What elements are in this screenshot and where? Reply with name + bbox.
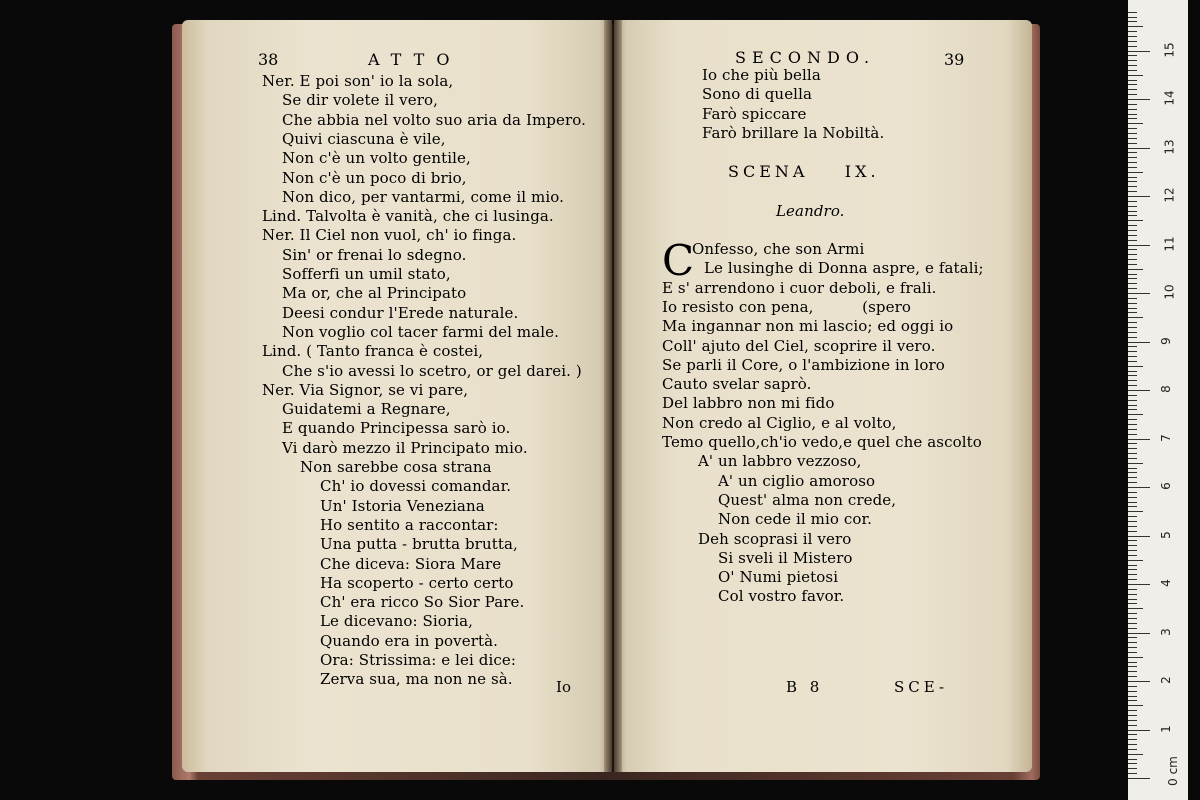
ruler-tick: [1128, 725, 1137, 726]
left-running-head: ATTO: [368, 50, 462, 69]
ruler-tick: [1128, 686, 1137, 687]
ruler-tick: [1128, 419, 1137, 420]
ruler-tick: [1128, 526, 1137, 527]
ruler-tick: [1128, 55, 1137, 56]
ruler-tick: [1128, 230, 1137, 231]
verse-line: Vi darò mezzo il Principato mio.: [282, 438, 528, 457]
ruler-tick: [1128, 123, 1143, 124]
ruler-tick: [1128, 143, 1137, 144]
ruler-tick: [1128, 603, 1137, 604]
ruler-tick: [1128, 371, 1137, 372]
ruler-tick: [1128, 647, 1137, 648]
book-gutter: [604, 20, 622, 772]
verse-line: A' un labbro vezzoso,: [698, 452, 862, 471]
right-page-number: 39: [944, 50, 965, 69]
ruler-tick: [1128, 21, 1137, 22]
ruler-tick: [1128, 274, 1137, 275]
ruler-tick: [1128, 676, 1137, 677]
ruler-tick: [1128, 385, 1137, 386]
verse-line: Che s'io avessi lo scetro, or gel darei. ): [282, 361, 582, 380]
ruler-tick: [1128, 41, 1137, 42]
ruler-tick: [1128, 332, 1137, 333]
ruler-number: 10: [1162, 284, 1177, 300]
ruler-tick: [1128, 80, 1137, 81]
ruler-tick: [1128, 734, 1137, 735]
ruler-tick: [1128, 303, 1137, 304]
ruler-number: 14: [1162, 90, 1177, 106]
ruler-tick: [1128, 60, 1137, 61]
ruler-tick: [1128, 652, 1137, 653]
right-running-head: SECONDO.: [735, 48, 876, 67]
ruler-tick: [1128, 312, 1137, 313]
ruler-tick: [1128, 414, 1143, 415]
verse-line: Non cede il mio cor.: [718, 510, 873, 529]
ruler-tick: [1128, 613, 1137, 614]
ruler-number: 11: [1162, 235, 1177, 252]
ruler-number: 1: [1158, 724, 1173, 733]
ruler-tick: [1128, 506, 1137, 507]
ruler-tick: [1128, 599, 1137, 600]
ruler-tick: [1128, 569, 1137, 570]
signature-mark: B 8: [786, 678, 824, 696]
ruler-tick: [1128, 623, 1137, 624]
verse-line: Non sarebbe cosa strana: [300, 458, 492, 476]
verse-line: Io resisto con pena, (spero: [662, 297, 912, 316]
ruler-tick: [1128, 666, 1137, 667]
verse-line: O' Numi pietosi: [718, 568, 839, 587]
ruler-tick: [1128, 264, 1137, 265]
ruler-tick: [1128, 395, 1137, 396]
ruler-tick: [1128, 75, 1143, 76]
verse-line: Coll' ajuto del Ciel, scoprire il vero.: [662, 336, 936, 355]
ruler-tick: [1128, 560, 1143, 561]
ruler-tick: [1128, 424, 1137, 425]
ruler-tick: [1128, 618, 1137, 619]
verse-line: Ner. Via Signor, se vi pare,: [262, 380, 469, 399]
ruler-tick: [1128, 487, 1150, 488]
ruler-tick: [1128, 453, 1137, 454]
ruler-tick: [1128, 502, 1137, 503]
ruler-tick: [1128, 759, 1137, 760]
verse-line: Deh scoprasi il vero: [698, 529, 852, 548]
ruler-tick: [1128, 400, 1137, 401]
ruler-tick: [1128, 429, 1137, 430]
ruler-tick: [1128, 240, 1137, 241]
ruler-number: 7: [1158, 433, 1173, 442]
ruler-tick: [1128, 235, 1137, 236]
ruler-tick: [1128, 555, 1137, 556]
ruler-tick: [1128, 351, 1137, 352]
ruler-tick: [1128, 463, 1143, 464]
verse-line: Non c'è un volto gentile,: [282, 149, 471, 168]
ruler-tick: [1128, 293, 1150, 294]
ruler-tick: [1128, 181, 1137, 182]
ruler-tick: [1128, 245, 1150, 246]
verse-line: Quivi ciascuna è vile,: [282, 129, 446, 148]
ruler-tick: [1128, 206, 1137, 207]
ruler-tick: [1128, 17, 1137, 18]
ruler-tick: [1128, 162, 1137, 163]
verse-line: Col vostro favor.: [718, 587, 845, 606]
ruler-tick: [1128, 104, 1137, 105]
ruler-tick: [1128, 172, 1143, 173]
ruler-tick: [1128, 434, 1137, 435]
ruler-tick: [1128, 754, 1143, 755]
ruler-tick: [1128, 148, 1150, 149]
ruler-tick: [1128, 628, 1137, 629]
verse-line: Guidatemi a Regnare,: [282, 400, 451, 419]
ruler-number: 9: [1158, 336, 1173, 345]
ruler-tick: [1128, 730, 1150, 731]
verse-line: Ho sentito a raccontar:: [320, 515, 499, 534]
ruler-tick: [1128, 327, 1137, 328]
ruler-tick: [1128, 283, 1137, 284]
ruler-tick: [1128, 492, 1137, 493]
ruler-tick: [1128, 31, 1137, 32]
ruler-tick: [1128, 409, 1137, 410]
ruler-tick: [1128, 565, 1137, 566]
right-catchword: SCE-: [894, 678, 949, 696]
ruler-tick: [1128, 468, 1137, 469]
ruler-tick: [1128, 128, 1137, 129]
ruler-tick: [1128, 288, 1137, 289]
ruler-tick: [1128, 254, 1137, 255]
verse-line: Sono di quella: [702, 85, 813, 104]
ruler-tick: [1128, 191, 1137, 192]
ruler-tick: [1128, 584, 1150, 585]
verse-line: Lind. Talvolta è vanità, che ci lusinga.: [262, 207, 554, 226]
verse-line: Onfesso, che son Armi: [692, 240, 865, 258]
ruler-tick: [1128, 65, 1137, 66]
ruler-tick: [1128, 696, 1137, 697]
ruler-tick: [1128, 589, 1137, 590]
verse-line: Farò brillare la Nobiltà.: [702, 123, 885, 142]
ruler-number: 15: [1162, 41, 1177, 58]
ruler-tick: [1128, 477, 1137, 478]
ruler-tick: [1128, 201, 1137, 202]
ruler-tick: [1128, 710, 1137, 711]
ruler-tick: [1128, 167, 1137, 168]
verse-line: Deesi condur l'Erede naturale.: [282, 303, 519, 322]
scene-heading: SCENA IX.: [728, 162, 880, 181]
ruler-tick: [1128, 642, 1137, 643]
verse-line: Ora: Strissima: e lei dice:: [320, 651, 517, 669]
ruler-tick: [1128, 109, 1137, 110]
ruler-tick: [1128, 186, 1137, 187]
ruler-tick: [1128, 405, 1137, 406]
ruler-tick: [1128, 482, 1137, 483]
ruler-tick: [1128, 749, 1137, 750]
ruler-tick: [1128, 322, 1137, 323]
ruler-tick: [1128, 361, 1137, 362]
ruler-tick: [1128, 439, 1150, 440]
ruler-tick: [1128, 458, 1137, 459]
ruler-tick: [1128, 705, 1143, 706]
verse-line: Ma or, che al Principato: [282, 284, 467, 303]
verse-line: E s' arrendono i cuor deboli, e frali.: [662, 278, 937, 297]
verse-line: Le lusinghe di Donna aspre, e fatali;: [704, 259, 984, 278]
ruler-tick: [1128, 763, 1137, 764]
ruler-tick: [1128, 342, 1150, 343]
ruler-tick: [1128, 152, 1137, 153]
verse-line: Quest' alma non crede,: [718, 490, 897, 509]
ruler-tick: [1128, 133, 1137, 134]
ruler-tick: [1128, 12, 1137, 13]
ruler-tick: [1128, 346, 1137, 347]
ruler-tick: [1128, 259, 1137, 260]
ruler-tick: [1128, 579, 1137, 580]
verse-line: Una putta - brutta brutta,: [320, 535, 518, 554]
ruler-tick: [1128, 278, 1137, 279]
ruler-tick: [1128, 337, 1137, 338]
ruler-tick: [1128, 375, 1137, 376]
verse-line: Del labbro non mi fido: [662, 394, 835, 413]
ruler-tick: [1128, 114, 1137, 115]
ruler-tick: [1128, 215, 1137, 216]
ruler-tick: [1128, 380, 1137, 381]
ruler-tick: [1128, 521, 1137, 522]
ruler-tick: [1128, 778, 1150, 779]
ruler-tick: [1128, 308, 1137, 309]
ruler-tick: [1128, 317, 1143, 318]
ruler-tick: [1128, 472, 1137, 473]
ruler-tick: [1128, 637, 1137, 638]
ruler-tick: [1128, 633, 1150, 634]
verse-line: Non credo al Ciglio, e al volto,: [662, 413, 897, 432]
ruler-tick: [1128, 608, 1143, 609]
verse-line: Io che più bella: [702, 66, 821, 84]
ruler-tick: [1128, 657, 1143, 658]
ruler-tick: [1128, 739, 1137, 740]
ruler-tick: [1128, 574, 1137, 575]
ruler-number: 4: [1158, 579, 1173, 587]
ruler-tick: [1128, 211, 1137, 212]
ruler-tick: [1128, 84, 1137, 85]
ruler-tick: [1128, 225, 1137, 226]
ruler-tick: [1128, 536, 1150, 537]
left-catchword: Io: [556, 678, 572, 696]
ruler-tick: [1128, 448, 1137, 449]
ruler-tick: [1128, 516, 1137, 517]
left-page-number: 38: [258, 50, 279, 69]
ruler-tick: [1128, 36, 1137, 37]
ruler-tick: [1128, 177, 1137, 178]
ruler-tick: [1128, 196, 1150, 197]
ruler-tick: [1128, 594, 1137, 595]
ruler-number: 8: [1158, 385, 1173, 393]
verse-line: Un' Istoria Veneziana: [320, 496, 485, 515]
verse-line: Temo quello,ch'io vedo,e quel che ascolto: [662, 433, 982, 451]
ruler-tick: [1128, 298, 1137, 299]
ruler-tick: [1128, 545, 1137, 546]
ruler-tick: [1128, 662, 1137, 663]
ruler-number: 6: [1158, 482, 1173, 490]
ruler-tick: [1128, 138, 1137, 139]
ruler-tick: [1128, 497, 1137, 498]
verse-line: Le dicevano: Sioria,: [320, 612, 473, 631]
verse-line: Ner. Il Ciel non vuol, ch' io finga.: [262, 226, 517, 245]
verse-line: Che abbia nel volto suo aria da Impero.: [282, 110, 586, 129]
verse-line: Quando era in povertà.: [320, 631, 499, 650]
ruler-tick: [1128, 366, 1143, 367]
ruler-tick: [1128, 26, 1143, 27]
drop-cap: C: [662, 236, 695, 285]
verse-line: Sin' or frenai lo sdegno.: [282, 245, 467, 264]
ruler-tick: [1128, 531, 1137, 532]
verse-line: Ma ingannar non mi lascio; ed oggi io: [662, 317, 954, 336]
verse-line: Non c'è un poco di brio,: [282, 168, 467, 187]
ruler-tick: [1128, 220, 1143, 221]
ruler-tick: [1128, 269, 1143, 270]
ruler-tick: [1128, 773, 1137, 774]
verse-line: Ha scoperto - certo certo: [320, 573, 514, 592]
verse-line: Se parli il Core, o l'ambizione in loro: [662, 355, 945, 374]
ruler-unit-label: 0 cm: [1165, 756, 1180, 786]
ruler-tick: [1128, 390, 1150, 391]
verse-line: Non voglio col tacer farmi del male.: [282, 322, 559, 341]
verse-line: Se dir volete il vero,: [282, 91, 438, 110]
verse-line: Zerva sua, ma non ne sà.: [320, 670, 513, 689]
verse-line: Lind. ( Tanto franca è costei,: [262, 342, 484, 361]
ruler-number: 12: [1162, 187, 1177, 203]
ruler-tick: [1128, 768, 1137, 769]
ruler-tick: [1128, 443, 1137, 444]
ruler-tick: [1128, 99, 1150, 100]
ruler-tick: [1128, 70, 1137, 71]
verse-line: E quando Principessa sarò io.: [282, 419, 511, 438]
verse-line: Si sveli il Mistero: [718, 548, 853, 567]
verse-line: Che diceva: Siora Mare: [320, 554, 502, 573]
ruler-tick: [1128, 51, 1150, 52]
scale-ruler: [1128, 0, 1188, 800]
ruler-tick: [1128, 540, 1137, 541]
ruler-tick: [1128, 550, 1137, 551]
ruler-tick: [1128, 511, 1143, 512]
verse-line: A' un ciglio amoroso: [718, 471, 876, 490]
ruler-number: 13: [1162, 138, 1177, 155]
verse-line: Sofferfi un umil stato,: [282, 265, 451, 283]
ruler-tick: [1128, 744, 1137, 745]
ruler-number: 3: [1158, 627, 1173, 636]
ruler-tick: [1128, 671, 1137, 672]
ruler-number: 5: [1158, 530, 1173, 539]
ruler-tick: [1128, 249, 1137, 250]
character-name: Leandro.: [776, 202, 845, 220]
verse-line: Cauto svelar saprò.: [662, 375, 812, 394]
verse-line: Non dico, per vantarmi, come il mio.: [282, 187, 564, 206]
ruler-number: 2: [1158, 676, 1173, 684]
verse-line: Ner. E poi son' io la sola,: [262, 72, 454, 90]
ruler-tick: [1128, 46, 1137, 47]
verse-line: Farò spiccare: [702, 104, 807, 123]
ruler-tick: [1128, 356, 1137, 357]
ruler-tick: [1128, 715, 1137, 716]
ruler-tick: [1128, 157, 1137, 158]
ruler-tick: [1128, 700, 1137, 701]
ruler-tick: [1128, 681, 1150, 682]
ruler-tick: [1128, 118, 1137, 119]
ruler-tick: [1128, 89, 1137, 90]
verse-line: Ch' era ricco So Sior Pare.: [320, 593, 525, 612]
ruler-tick: [1128, 94, 1137, 95]
verse-line: Ch' io dovessi comandar.: [320, 477, 512, 496]
ruler-tick: [1128, 691, 1137, 692]
ruler-tick: [1128, 720, 1137, 721]
